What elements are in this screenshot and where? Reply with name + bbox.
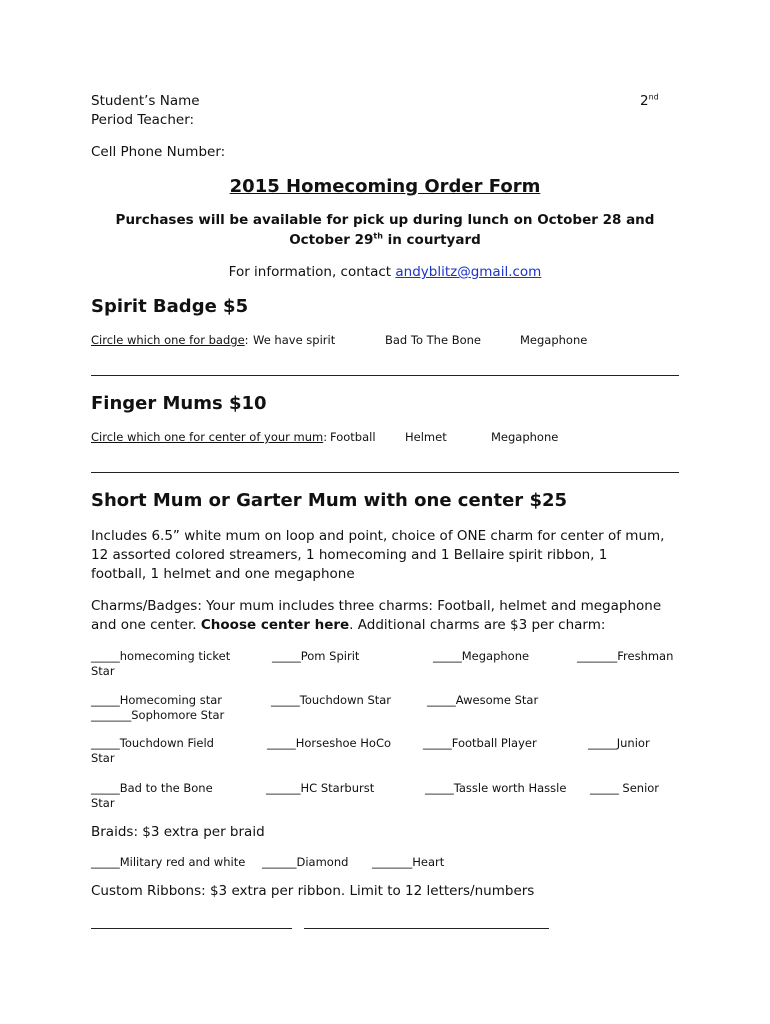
pickup-line-2: October 29th in courtyard	[289, 231, 481, 248]
charm-hc-starburst[interactable]: ______HC Starburst	[266, 781, 375, 795]
finger-mums-heading: Finger Mums $10	[91, 393, 267, 414]
braid-heart[interactable]: _______Heart	[372, 855, 445, 869]
charm-junior-star-wrap: Star	[91, 751, 115, 765]
charm-pom-spirit[interactable]: _____Pom Spirit	[272, 649, 360, 663]
charm-sophomore-star[interactable]: _______Sophomore Star	[91, 708, 225, 722]
short-mum-includes-3: football, 1 helmet and one megaphone	[91, 566, 355, 582]
charm-touchdown-field[interactable]: _____Touchdown Field	[91, 736, 214, 750]
cell-phone-label: Cell Phone Number:	[91, 144, 226, 160]
period-ordinal-suffix: nd	[648, 92, 659, 102]
custom-ribbons-heading: Custom Ribbons: $3 extra per ribbon. Limit to 12 letters/numbers	[91, 883, 535, 899]
charm-football-player[interactable]: _____Football Player	[423, 736, 537, 750]
charm-freshman-star[interactable]: _______Freshman	[577, 649, 674, 663]
section-divider	[91, 472, 679, 473]
short-mum-includes-2: 12 assorted colored streamers, 1 homecoming and 1 Bellaire spirit ribbon, 1	[91, 547, 608, 563]
charms-description-1: Charms/Badges: Your mum includes three charms: Football, helmet and megaphone	[91, 598, 662, 614]
contact-email-link[interactable]: andyblitz@gmail.com	[395, 264, 542, 280]
charm-awesome-star[interactable]: _____Awesome Star	[427, 693, 539, 707]
charm-freshman-star-wrap: Star	[91, 664, 115, 678]
charm-homecoming-star[interactable]: _____Homecoming star	[91, 693, 222, 707]
spirit-badge-heading: Spirit Badge $5	[91, 296, 249, 317]
charm-senior-star[interactable]: _____ Senior	[590, 781, 660, 795]
period-teacher-label: Period Teacher:	[91, 112, 195, 128]
charm-senior-star-wrap: Star	[91, 796, 115, 810]
period-number: 2nd	[640, 92, 659, 109]
contact-line: For information, contact andyblitz@gmail.com	[228, 264, 542, 280]
student-name-label: Student’s Name	[91, 93, 200, 109]
mum-option-football[interactable]: Football	[330, 430, 376, 444]
ribbon-entry-line-2[interactable]	[304, 928, 549, 929]
badge-option-megaphone[interactable]: Megaphone	[520, 333, 588, 347]
mum-option-megaphone[interactable]: Megaphone	[491, 430, 559, 444]
braid-diamond[interactable]: ______Diamond	[262, 855, 349, 869]
charm-megaphone[interactable]: _____Megaphone	[433, 649, 530, 663]
braid-military-red-white[interactable]: _____Military red and white	[91, 855, 246, 869]
pickup-line-1: Purchases will be available for pick up during lunch on October 28 and	[115, 212, 655, 228]
charms-description-2: and one center. Choose center here. Additional charms are $3 per charm:	[91, 617, 606, 633]
charm-horseshoe-hoco[interactable]: _____Horseshoe HoCo	[267, 736, 392, 750]
charm-junior-star[interactable]: _____Junior	[588, 736, 650, 750]
section-divider	[91, 375, 679, 376]
ribbon-entry-line-1[interactable]	[91, 928, 292, 929]
page-title: 2015 Homecoming Order Form	[229, 176, 541, 197]
short-mum-heading: Short Mum or Garter Mum with one center $25	[91, 490, 568, 511]
badge-option-we-have-spirit[interactable]: We have spirit	[253, 333, 336, 347]
charm-tassle-worth-hassle[interactable]: _____Tassle worth Hassle	[425, 781, 567, 795]
charm-touchdown-star[interactable]: _____Touchdown Star	[271, 693, 392, 707]
finger-mums-instructions: Circle which one for center of your mum:	[91, 430, 328, 444]
braids-heading: Braids: $3 extra per braid	[91, 824, 265, 840]
badge-option-bad-to-the-bone[interactable]: Bad To The Bone	[385, 333, 481, 347]
charm-homecoming-ticket[interactable]: _____homecoming ticket	[91, 649, 231, 663]
mum-option-helmet[interactable]: Helmet	[405, 430, 447, 444]
spirit-badge-instructions: Circle which one for badge:	[91, 333, 249, 347]
charm-bad-to-the-bone[interactable]: _____Bad to the Bone	[91, 781, 213, 795]
short-mum-includes-1: Includes 6.5” white mum on loop and point, choice of ONE charm for center of mum,	[91, 528, 665, 544]
